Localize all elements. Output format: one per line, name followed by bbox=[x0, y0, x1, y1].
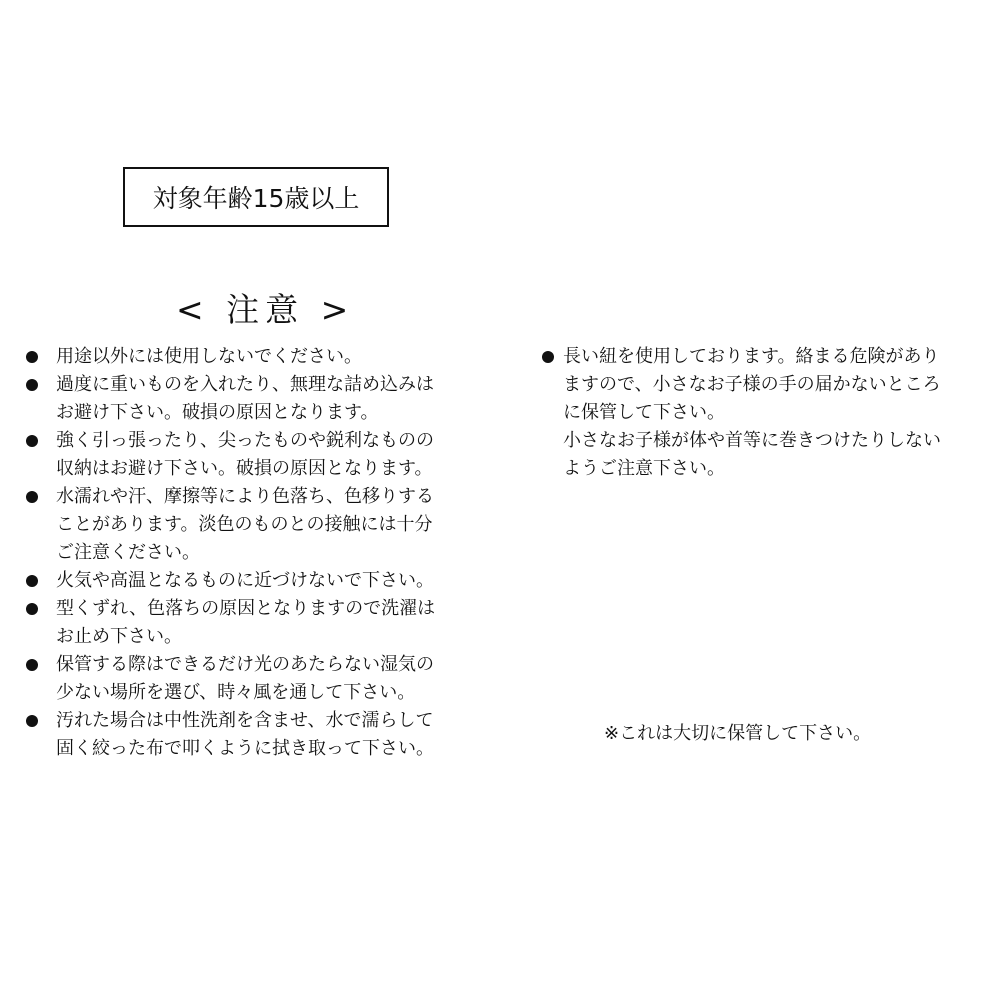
storage-note: ※これは大切に保管して下さい。 bbox=[604, 723, 872, 744]
caution-item bbox=[26, 427, 496, 483]
bullet-icon bbox=[542, 351, 554, 363]
caution-item bbox=[26, 651, 496, 707]
bullet-icon bbox=[26, 659, 38, 671]
caution-item bbox=[539, 343, 999, 483]
bullet-icon bbox=[26, 435, 38, 447]
bullet-icon bbox=[26, 715, 38, 727]
age-notice-box bbox=[123, 167, 389, 227]
caution-item bbox=[26, 483, 496, 567]
caution-item-text: 火気や高温となるものに近づけないで下さい。 bbox=[56, 570, 434, 591]
caution-list-left bbox=[26, 343, 496, 763]
bullet-icon bbox=[26, 379, 38, 391]
caution-item-text: 過度に重いものを入れたり、無理な詰め込みは お避け下さい。破損の原因となります。 bbox=[56, 374, 434, 423]
caution-item-text: 保管する際はできるだけ光のあたらない湿気の 少ない場所を選び、時々風を通して下さい。 bbox=[56, 654, 434, 703]
age-notice-text: 対象年齢15歳以上 bbox=[152, 184, 360, 213]
caution-item bbox=[26, 371, 496, 427]
caution-list-right bbox=[539, 343, 999, 483]
caution-item bbox=[26, 343, 496, 371]
caution-item-text: 汚れた場合は中性洗剤を含ませ、水で濡らして 固く絞った布で叩くように拭き取って下さい。 bbox=[56, 710, 434, 759]
bullet-icon bbox=[26, 351, 38, 363]
caution-item bbox=[26, 567, 496, 595]
bullet-icon bbox=[26, 603, 38, 615]
bullet-icon bbox=[26, 575, 38, 587]
caution-item-text: 型くずれ、色落ちの原因となりますので洗濯は お止め下さい。 bbox=[56, 598, 436, 647]
caution-item-text: 強く引っ張ったり、尖ったものや鋭利なものの 収納はお避け下さい。破損の原因となります。 bbox=[56, 430, 434, 479]
caution-item bbox=[26, 707, 496, 763]
caution-heading: < 注意 > bbox=[176, 290, 355, 329]
caution-item bbox=[26, 595, 496, 651]
caution-item-text: 用途以外には使用しないでください。 bbox=[56, 346, 362, 367]
bullet-icon bbox=[26, 491, 38, 503]
caution-item-text: 長い紐を使用しております。絡まる危険があり ますので、小さなお子様の手の届かないところ に保管して下さい。 小さなお子様が体や首等に巻きつけたりしない ようご注意下さい。 bbox=[563, 346, 941, 479]
caution-item-text: 水濡れや汗、摩擦等により色落ち、色移りする ことがあります。淡色のものとの接触には十分 ご注意ください。 bbox=[56, 486, 434, 563]
